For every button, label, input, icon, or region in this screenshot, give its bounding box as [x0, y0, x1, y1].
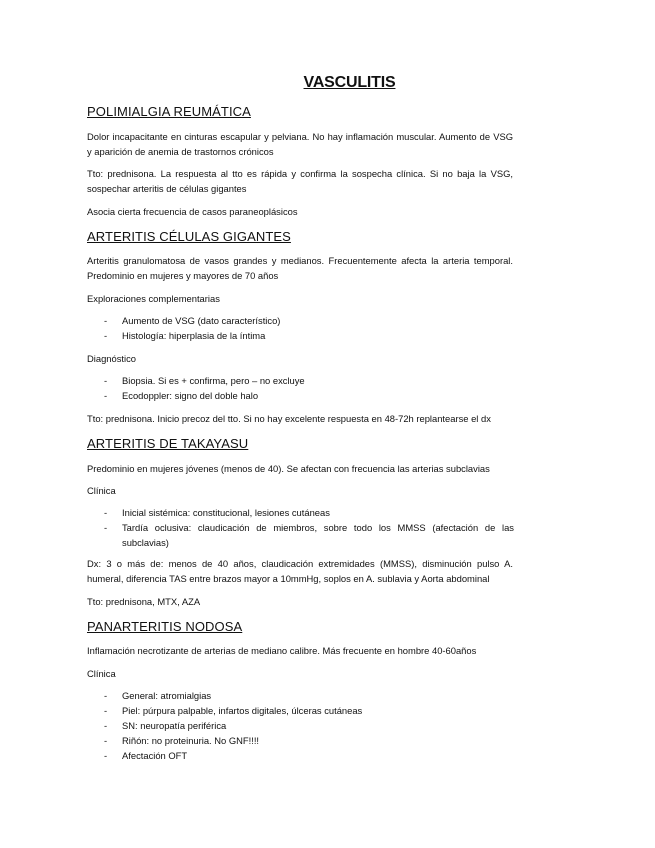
document-title: VASCULITIS — [303, 74, 396, 91]
section-heading-polimialgia: POLIMIALGIA REUMÁTICA — [87, 104, 251, 119]
subheading-clinica: Clínica — [87, 668, 116, 679]
list-item: - Afectación OFT — [104, 750, 188, 761]
list-bullet: - — [104, 375, 108, 386]
list-bullet: - — [104, 750, 108, 761]
paragraph: Tto: prednisona, MTX, AZA — [87, 596, 201, 607]
paragraph: Dx: 3 o más de: menos de 40 años, claudicación extremidades (MMSS), disminución pulso A. humeral, diferencia TAS entre brazos mayor a 10mmHg, soplos en A. sublavia y Aorta abdominal — [87, 558, 513, 584]
paragraph: Tto: prednisona. Inicio precoz del tto. Si no hay excelente respuesta en 48-72h replantearse el dx — [87, 413, 491, 424]
list-bullet: - — [104, 705, 108, 716]
list-bullet: - — [104, 735, 108, 746]
paragraph: Asocia cierta frecuencia de casos paraneoplásicos — [87, 206, 298, 217]
list-bullet: - — [104, 330, 108, 341]
list-item: - Inicial sistémica: constitucional, lesiones cutáneas — [104, 507, 330, 518]
paragraph: Arteritis granulomatosa de vasos grandes y medianos. Frecuentemente afecta la arteria temporal. Predominio en mujeres y mayores de 70 años — [87, 255, 513, 281]
section-heading-arteritis-celulas-gigantes: ARTERITIS CÉLULAS GIGANTES — [87, 229, 291, 244]
list-item: - Riñón: no proteinuria. No GNF!!!! — [104, 735, 260, 746]
list-bullet: - — [104, 507, 108, 518]
list-item: - Aumento de VSG (dato característico) — [104, 315, 281, 326]
list-item: - SN: neuropatía periférica — [104, 720, 227, 731]
section-heading-panarteritis-nodosa: PANARTERITIS NODOSA — [87, 619, 243, 634]
list-item: - Histología: hiperplasia de la íntima — [104, 330, 266, 341]
list-bullet: - — [104, 690, 108, 701]
list-item: - General: atromialgias — [104, 690, 212, 701]
list-item: - Biopsia. Si es + confirma, pero – no excluye — [104, 375, 305, 386]
list-bullet: - — [104, 390, 108, 401]
paragraph: Tto: prednisona. La respuesta al tto es rápida y confirma la sospecha clínica. Si no baja la VSG, sospechar arteritis de células gigantes — [87, 168, 513, 194]
subheading-diagnostico: Diagnóstico — [87, 353, 136, 364]
list-item: - Piel: púrpura palpable, infartos digitales, úlceras cutáneas — [104, 705, 363, 716]
section-heading-takayasu: ARTERITIS DE TAKAYASU — [87, 436, 249, 451]
list-bullet: - — [104, 522, 108, 533]
paragraph: Inflamación necrotizante de arterias de mediano calibre. Más frecuente en hombre 40-60años — [87, 645, 477, 656]
list-item: - Tardía oclusiva: claudicación de miembros, sobre todo los MMSS (afectación de las subclavias) — [104, 522, 514, 548]
subheading-clinica: Clínica — [87, 485, 116, 496]
list-bullet: - — [104, 720, 108, 731]
paragraph: Dolor incapacitante en cinturas escapular y pelviana. No hay inflamación muscular. Aumento de VSG y aparición de anemia de trastornos crónicos — [87, 131, 513, 157]
paragraph: Predominio en mujeres jóvenes (menos de 40). Se afectan con frecuencia las arterias subclavias — [87, 463, 490, 474]
list-item: - Ecodoppler: signo del doble halo — [104, 390, 259, 401]
subheading-exploraciones: Exploraciones complementarias — [87, 293, 220, 304]
list-bullet: - — [104, 315, 108, 326]
